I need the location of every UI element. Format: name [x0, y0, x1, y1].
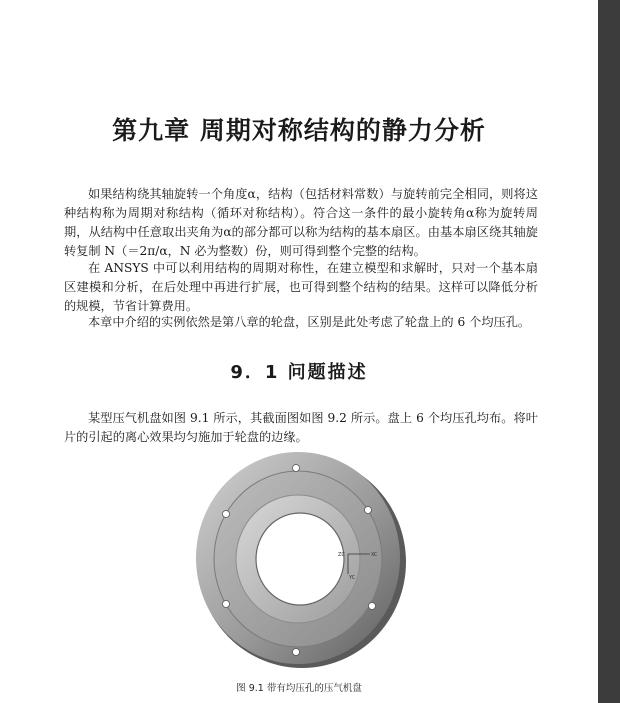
hole-4 — [293, 649, 300, 656]
intro-paragraph-2: 在 ANSYS 中可以利用结构的周期对称性，在建立模型和求解时，只对一个基本扇区建模和分析，在后处理中再进行扩展，也可得到整个结构的结果。这样可以降低分析的规模，节省计算费用。 — [64, 261, 538, 313]
hole-5 — [223, 601, 230, 608]
axis-label-yc: YC — [349, 575, 356, 581]
intro-paragraph-1: 如果结构绕其轴旋转一个角度α，结构（包括材料常数）与旋转前完全相同，则将这种结构称为周期对称结构（循环对称结构）。符合这一条件的最小旋转角α称为旋转周期，从结构中任意取出夹角为α的部分都可以称为结构的基本扇区。由基本扇区绕其轴旋转复制 N（＝2π/α，N 必为整数）份，则可得到整个完整的结构。 — [64, 187, 538, 258]
section-title: 9．1 问题描述 — [230, 362, 368, 383]
axis-label-zc: ZC — [338, 552, 345, 558]
disk-bore — [256, 513, 344, 605]
compressor-disk-image — [196, 448, 408, 672]
axis-label-xc: XC — [371, 552, 378, 558]
hole-3 — [369, 603, 376, 610]
hole-1 — [293, 465, 300, 472]
section-paragraph: 某型压气机盘如图 9.1 所示，其截面图如图 9.2 所示。盘上 6 个均压孔均布。将叶片的引起的离心效果均匀施加于轮盘的边缘。 — [64, 411, 538, 444]
hole-2 — [365, 507, 372, 514]
chapter-title: 第九章 周期对称结构的静力分析 — [112, 116, 486, 145]
intro-paragraph-3: 本章中介绍的实例依然是第八章的轮盘，区别是此处考虑了轮盘上的 6 个均压孔。 — [88, 315, 531, 329]
scrollbar[interactable] — [598, 0, 620, 703]
hole-6 — [223, 511, 230, 518]
figure-caption: 图 9.1 带有均压孔的压气机盘 — [236, 683, 362, 694]
compressor-disk-figure — [196, 448, 408, 672]
